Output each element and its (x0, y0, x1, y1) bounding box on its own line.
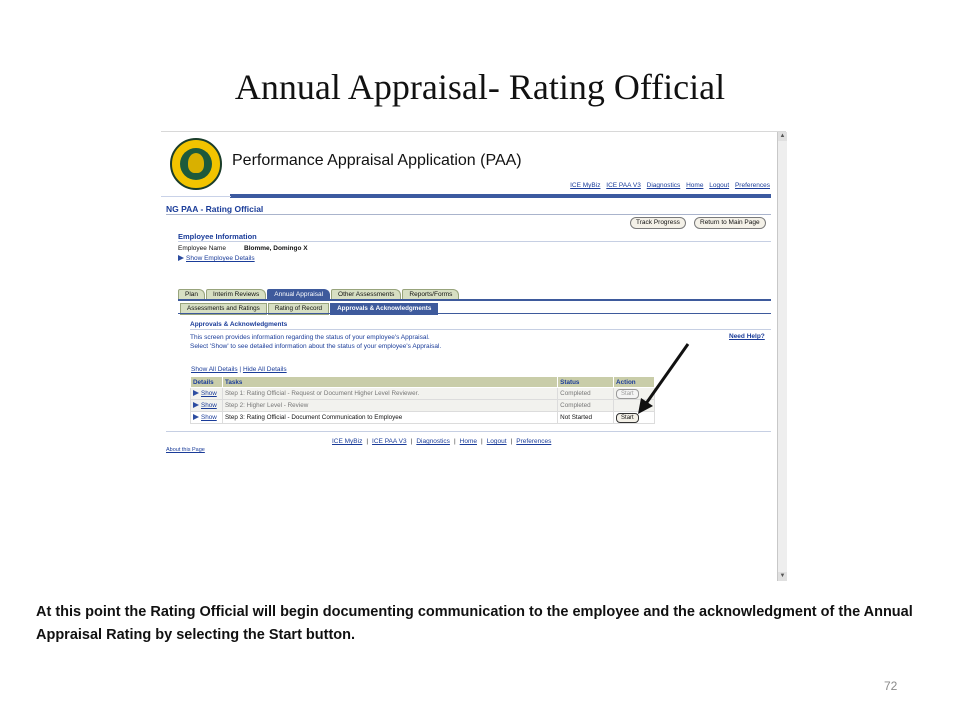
footer-link-diagnostics[interactable]: Diagnostics (416, 438, 450, 445)
expand-triangle-icon (193, 402, 199, 408)
footer-link-ice-mybiz[interactable]: ICE MyBiz (332, 438, 363, 445)
footer-link-logout[interactable]: Logout (486, 438, 507, 445)
action-cell (614, 400, 655, 412)
show-link[interactable]: Show (201, 414, 217, 421)
return-main-button[interactable]: Return to Main Page (694, 217, 766, 229)
subtab-assessments-ratings[interactable]: Assessments and Ratings (180, 303, 267, 315)
tab-annual-appraisal[interactable]: Annual Appraisal (267, 289, 330, 300)
expand-triangle-icon (178, 255, 184, 261)
slide-title: Annual Appraisal- Rating Official (234, 67, 726, 107)
global-link-diagnostics[interactable]: Diagnostics (646, 182, 681, 189)
about-this-page-link[interactable]: About this Page (166, 447, 205, 453)
tab-other-assessments[interactable]: Other Assessments (331, 289, 401, 300)
tab-plan[interactable]: Plan (178, 289, 205, 300)
link-separator: | (366, 438, 369, 445)
employee-name-value: Blomme, Domingo X (244, 245, 308, 252)
status-cell: Completed (558, 388, 614, 400)
column-header-status: Status (558, 377, 614, 388)
track-progress-button[interactable]: Track Progress (630, 217, 686, 229)
divider (178, 241, 771, 242)
task-cell: Step 2: Higher Level - Review (222, 400, 557, 412)
hide-all-details-link[interactable]: Hide All Details (242, 366, 287, 373)
action-cell (614, 388, 655, 400)
global-link-home[interactable]: Home (686, 182, 704, 189)
page-heading: NG PAA - Rating Official (166, 204, 264, 214)
global-link-ice-paa-v3[interactable]: ICE PAA V3 (606, 182, 641, 189)
footer-link-home[interactable]: Home (459, 438, 477, 445)
task-cell: Step 1: Rating Official - Request or Document Higher Level Reviewer. (222, 388, 557, 400)
divider (190, 329, 771, 330)
action-cell (614, 412, 655, 424)
details-cell (191, 400, 223, 412)
link-separator: | (410, 438, 413, 445)
approvals-heading: Approvals & Acknowledgments (190, 321, 288, 328)
scroll-up-icon[interactable]: ▲ (779, 133, 786, 139)
global-link-logout[interactable]: Logout (709, 182, 730, 189)
global-link-ice-mybiz[interactable]: ICE MyBiz (570, 182, 601, 189)
app-screenshot (161, 131, 786, 582)
show-employee-details-label: Show Employee Details (186, 255, 255, 262)
column-header-details: Details (191, 377, 223, 388)
intro-line-2: Select 'Show' to see detailed information about the status of your employee's Appraisal. (190, 343, 442, 350)
link-separator: | (510, 438, 513, 445)
status-cell: Not Started (558, 412, 614, 424)
need-help-link[interactable]: Need Help? (729, 333, 765, 340)
intro-line-1: This screen provides information regarding the status of your employee's Appraisal. (190, 334, 430, 341)
footer-link-preferences[interactable]: Preferences (516, 438, 552, 445)
page-number: 72 (884, 679, 898, 693)
detail-toggle-links (191, 366, 287, 373)
link-separator: | (239, 366, 242, 373)
global-links (560, 182, 770, 189)
show-employee-details-link[interactable] (178, 255, 255, 262)
sub-tabs (180, 303, 439, 313)
details-cell (191, 388, 223, 400)
show-all-details-link[interactable]: Show All Details (191, 366, 238, 373)
link-separator: | (453, 438, 456, 445)
divider (166, 431, 771, 432)
subtab-underline (178, 313, 771, 314)
tasks-table (190, 376, 655, 424)
subtab-approvals-acknowledgments[interactable]: Approvals & Acknowledgments (330, 303, 438, 315)
table-row (191, 400, 655, 412)
tab-reports-forms[interactable]: Reports/Forms (402, 289, 459, 300)
table-row (191, 388, 655, 400)
divider (166, 214, 771, 215)
approvals-intro (190, 333, 441, 351)
link-separator: | (480, 438, 483, 445)
table-header-row (191, 377, 655, 388)
column-header-action: Action (614, 377, 655, 388)
vertical-scrollbar[interactable] (777, 132, 787, 581)
scroll-down-icon[interactable]: ▼ (779, 573, 786, 579)
global-link-preferences[interactable]: Preferences (734, 182, 770, 189)
main-tabs (178, 289, 460, 299)
start-button[interactable]: Start (616, 413, 639, 423)
tab-interim-reviews[interactable]: Interim Reviews (206, 289, 266, 300)
footer-links (332, 438, 551, 445)
slide-caption: At this point the Rating Official will begin documenting communication to the employee and the acknowledgment of the Annual Appraisal Rating by selecting the Start button. (36, 604, 913, 643)
start-button-disabled: Start (616, 389, 639, 399)
task-cell: Step 3: Rating Official - Document Communication to Employee (222, 412, 557, 424)
brand-bar-left (161, 196, 231, 197)
eagle-icon (188, 153, 204, 173)
status-cell: Completed (558, 400, 614, 412)
show-link[interactable]: Show (201, 390, 217, 397)
expand-triangle-icon (193, 390, 199, 396)
subtab-rating-of-record[interactable]: Rating of Record (268, 303, 329, 315)
brand-bar (230, 194, 771, 198)
ngb-seal-logo (170, 138, 222, 190)
details-cell (191, 412, 223, 424)
table-row (191, 412, 655, 424)
expand-triangle-icon (193, 414, 199, 420)
employee-name-label: Employee Name (178, 245, 227, 252)
tab-underline (178, 299, 771, 301)
column-header-tasks: Tasks (222, 377, 557, 388)
show-link[interactable]: Show (201, 402, 217, 409)
app-name: Performance Appraisal Application (PAA) (232, 152, 522, 169)
footer-link-ice-paa-v3[interactable]: ICE PAA V3 (372, 438, 407, 445)
employee-info-heading: Employee Information (178, 232, 257, 241)
